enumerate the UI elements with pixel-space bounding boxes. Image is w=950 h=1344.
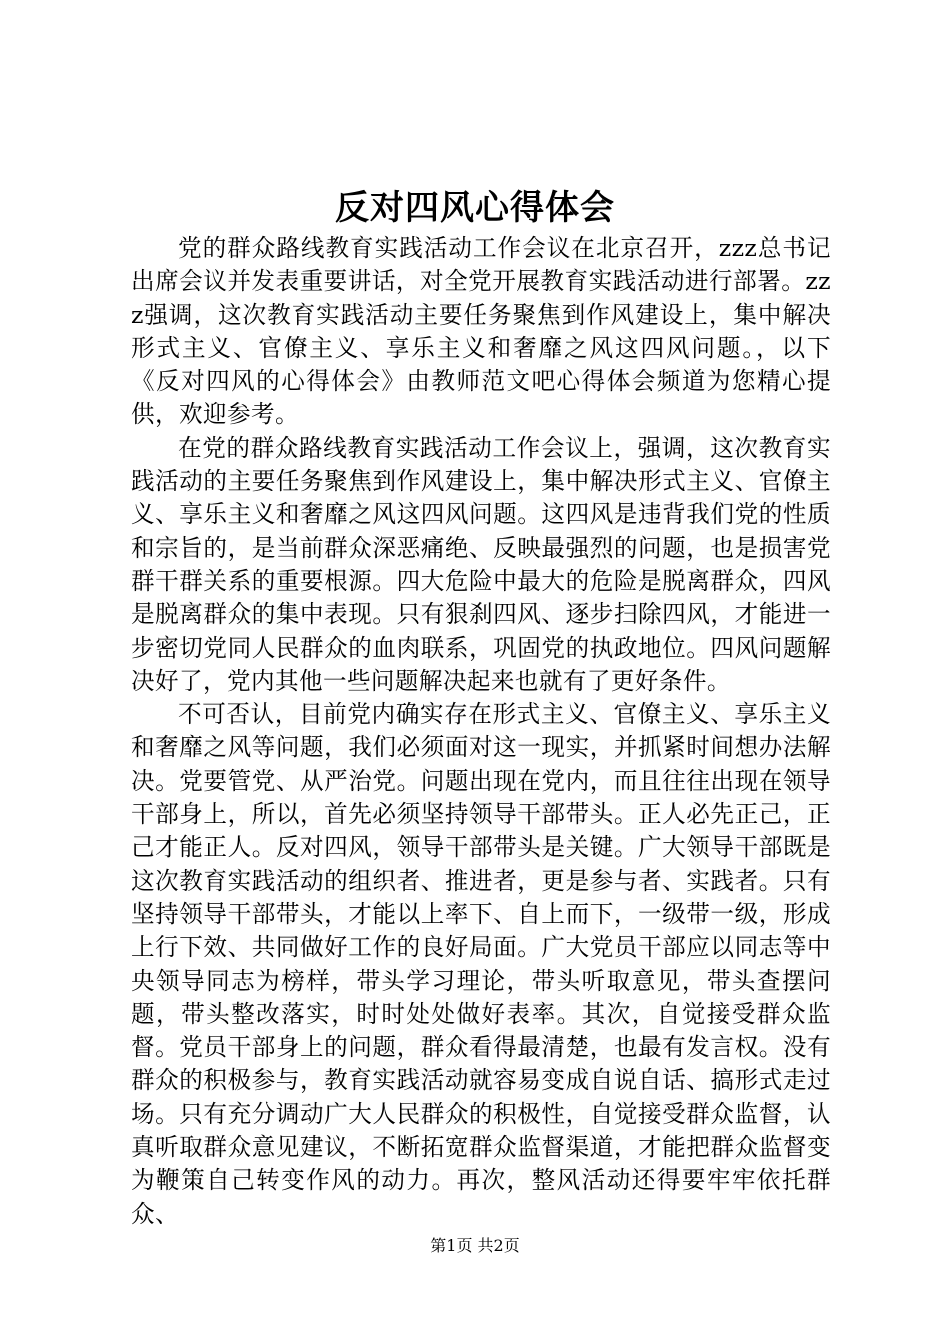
page-number-footer: 第1页 共2页 xyxy=(430,1236,520,1255)
paragraph-2: 在党的群众路线教育实践活动工作会议上，强调，这次教育实践活动的主要任务聚焦到作风建设上，集中解决形式主义、官僚主义、享乐主义和奢靡之风这四风问题。这四风是违背我们党的性质和宗旨的，是当前群众深恶痛绝、反映最强烈的问题，也是损害党群干群关系的重要根源。四大危险中最大的危险是脱离群众，四风是脱离群众的集中表现。只有狠刹四风、逐步扫除四风，才能进一步密切党同人民群众的血肉联系，巩固党的执政地位。四风问题解决好了，党内其他一些问题解决起来也就有了更好条件。 xyxy=(131,433,831,695)
paragraph-3: 不可否认，目前党内确实存在形式主义、官僚主义、享乐主义和奢靡之风等问题，我们必须面对这一现实，并抓紧时间想办法解决。党要管党、从严治党。问题出现在党内，而且往往出现在领导干部身上，所以，首先必须坚持领导干部带头。正人必先正己，正己才能正人。反对四风，领导干部带头是关键。广大领导干部既是这次教育实践活动的组织者、推进者，更是参与者、实践者。只有坚持领导干部带头，才能以上率下、自上而下，一级带一级，形成上行下效、共同做好工作的良好局面。广大党员干部应以同志等中央领导同志为榜样，带头学习理论，带头听取意见，带头查摆问题，带头整改落实，时时处处做好表率。其次，自觉接受群众监督。党员干部身上的问题，群众看得最清楚，也最有发言权。没有群众的积极参与，教育实践活动就容易变成自说自话、搞形式走过场。只有充分调动广大人民群众的积极性，自觉接受群众监督，认真听取群众意见建议，不断拓宽群众监督渠道，才能把群众监督变为鞭策自己转变作风的动力。再次，整风活动还得要牢牢依托群众、 xyxy=(131,700,831,1228)
document-title: 反对四风心得体会 xyxy=(335,188,615,228)
paragraph-1: 党的群众路线教育实践活动工作会议在北京召开，zzz总书记出席会议并发表重要讲话，对全党开展教育实践活动进行部署。zzz强调，这次教育实践活动主要任务聚焦到作风建设上，集中解决形式主义、官僚主义、享乐主义和奢靡之风这四风问题。，以下《反对四风的心得体会》由教师范文吧心得体会频道为您精心提供，欢迎参考。 xyxy=(131,234,831,429)
document-body xyxy=(131,232,831,1231)
